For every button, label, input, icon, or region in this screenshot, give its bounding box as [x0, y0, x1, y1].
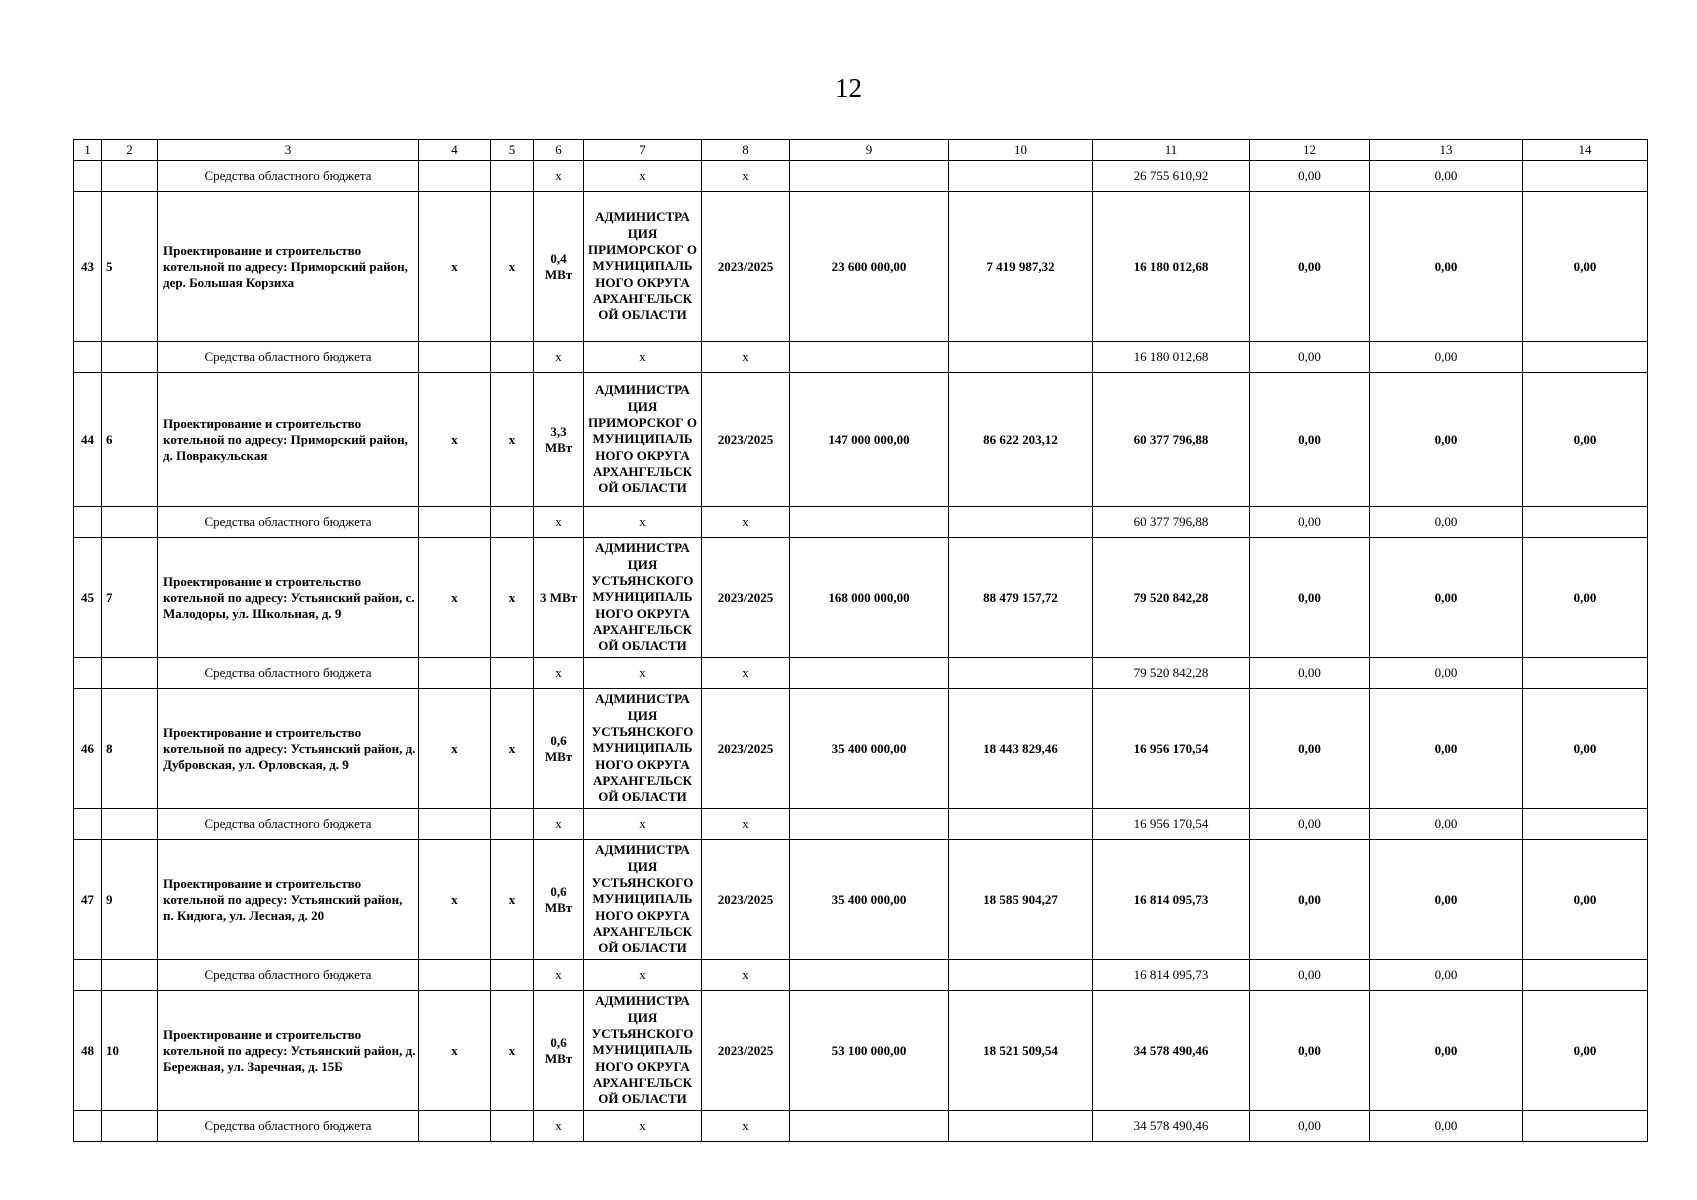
col10-cell: 18 521 509,54: [949, 991, 1093, 1111]
capacity-cell: 0,6 МВт: [534, 991, 584, 1111]
total-cost-cell: [790, 658, 949, 689]
col5-cell: [491, 161, 534, 192]
col10-cell: 86 622 203,12: [949, 373, 1093, 507]
object-name-cell: Средства областного бюджета: [158, 1111, 419, 1142]
period-cell: x: [702, 1111, 790, 1142]
object-name-cell: Проектирование и строительство котельной по адресу: Приморский район, д. Повракульская: [158, 373, 419, 507]
period-cell: x: [702, 342, 790, 373]
item-number-cell: 9: [102, 840, 158, 960]
customer-cell: x: [584, 1111, 702, 1142]
col14-cell: [1523, 960, 1648, 991]
col14-cell: 0,00: [1523, 991, 1648, 1111]
col5-cell: [491, 1111, 534, 1142]
col10-cell: 88 479 157,72: [949, 538, 1093, 658]
col4-cell: x: [419, 840, 491, 960]
customer-cell: АДМИНИСТРА ЦИЯ УСТЬЯНСКОГО МУНИЦИПАЛЬ НОГО ОКРУГА АРХАНГЕЛЬСК ОЙ ОБЛАСТИ: [584, 689, 702, 809]
col14-cell: [1523, 507, 1648, 538]
col12-cell: 0,00: [1250, 373, 1370, 507]
item-number-cell: 5: [102, 192, 158, 342]
capacity-cell: x: [534, 1111, 584, 1142]
col11-cell: 16 814 095,73: [1093, 960, 1250, 991]
object-name-cell: Проектирование и строительство котельной по адресу: Устьянский район, п. Кидюга, ул. Лесная, д. 20: [158, 840, 419, 960]
column-header: 5: [491, 140, 534, 161]
item-number-cell: [102, 507, 158, 538]
customer-cell: АДМИНИСТРА ЦИЯ ПРИМОРСКОГ О МУНИЦИПАЛЬ НОГО ОКРУГА АРХАНГЕЛЬСК ОЙ ОБЛАСТИ: [584, 373, 702, 507]
col4-cell: [419, 809, 491, 840]
capacity-cell: x: [534, 960, 584, 991]
budget-source-row: [74, 809, 1648, 840]
col13-cell: 0,00: [1370, 342, 1523, 373]
col10-cell: [949, 507, 1093, 538]
object-name-cell: Средства областного бюджета: [158, 658, 419, 689]
column-header: 11: [1093, 140, 1250, 161]
col14-cell: 0,00: [1523, 689, 1648, 809]
total-cost-cell: [790, 809, 949, 840]
table-row: [74, 192, 1648, 342]
col14-cell: 0,00: [1523, 538, 1648, 658]
object-name-cell: Проектирование и строительство котельной по адресу: Устьянский район, д. Бережная, ул. Заречная, д. 15Б: [158, 991, 419, 1111]
budget-source-row: [74, 342, 1648, 373]
table-row: [74, 689, 1648, 809]
capacity-cell: 0,4 МВт: [534, 192, 584, 342]
col11-cell: 26 755 610,92: [1093, 161, 1250, 192]
column-header: 14: [1523, 140, 1648, 161]
col12-cell: 0,00: [1250, 991, 1370, 1111]
row-number-cell: 43: [74, 192, 102, 342]
col12-cell: 0,00: [1250, 161, 1370, 192]
capacity-cell: 0,6 МВт: [534, 840, 584, 960]
period-cell: 2023/2025: [702, 538, 790, 658]
total-cost-cell: 168 000 000,00: [790, 538, 949, 658]
row-number-cell: [74, 1111, 102, 1142]
budget-source-row: [74, 161, 1648, 192]
row-number-cell: 46: [74, 689, 102, 809]
col13-cell: 0,00: [1370, 809, 1523, 840]
col12-cell: 0,00: [1250, 1111, 1370, 1142]
col10-cell: [949, 1111, 1093, 1142]
object-name-cell: Проектирование и строительство котельной по адресу: Устьянский район, д. Дубровская, ул. Орловская, д. 9: [158, 689, 419, 809]
period-cell: 2023/2025: [702, 192, 790, 342]
item-number-cell: 7: [102, 538, 158, 658]
row-number-cell: 47: [74, 840, 102, 960]
col10-cell: [949, 342, 1093, 373]
period-cell: x: [702, 161, 790, 192]
col5-cell: x: [491, 373, 534, 507]
col4-cell: [419, 1111, 491, 1142]
col5-cell: [491, 960, 534, 991]
col5-cell: x: [491, 991, 534, 1111]
row-number-cell: 44: [74, 373, 102, 507]
total-cost-cell: 23 600 000,00: [790, 192, 949, 342]
col12-cell: 0,00: [1250, 507, 1370, 538]
total-cost-cell: 35 400 000,00: [790, 689, 949, 809]
period-cell: x: [702, 809, 790, 840]
col13-cell: 0,00: [1370, 161, 1523, 192]
col11-cell: 16 956 170,54: [1093, 689, 1250, 809]
total-cost-cell: 53 100 000,00: [790, 991, 949, 1111]
col12-cell: 0,00: [1250, 192, 1370, 342]
capacity-cell: x: [534, 161, 584, 192]
col11-cell: 16 180 012,68: [1093, 192, 1250, 342]
capacity-cell: x: [534, 809, 584, 840]
item-number-cell: [102, 342, 158, 373]
col12-cell: 0,00: [1250, 960, 1370, 991]
object-name-cell: Проектирование и строительство котельной по адресу: Приморский район, дер. Большая Корзиха: [158, 192, 419, 342]
customer-cell: АДМИНИСТРА ЦИЯ УСТЬЯНСКОГО МУНИЦИПАЛЬ НОГО ОКРУГА АРХАНГЕЛЬСК ОЙ ОБЛАСТИ: [584, 840, 702, 960]
col13-cell: 0,00: [1370, 192, 1523, 342]
budget-source-row: [74, 1111, 1648, 1142]
col11-cell: 60 377 796,88: [1093, 373, 1250, 507]
budget-source-row: [74, 507, 1648, 538]
period-cell: 2023/2025: [702, 840, 790, 960]
col4-cell: [419, 161, 491, 192]
col5-cell: [491, 658, 534, 689]
capacity-cell: x: [534, 658, 584, 689]
table-row: [74, 991, 1648, 1111]
item-number-cell: 8: [102, 689, 158, 809]
column-header: 7: [584, 140, 702, 161]
col11-cell: 34 578 490,46: [1093, 1111, 1250, 1142]
customer-cell: x: [584, 809, 702, 840]
item-number-cell: [102, 960, 158, 991]
object-name-cell: Средства областного бюджета: [158, 507, 419, 538]
column-header: 6: [534, 140, 584, 161]
col10-cell: 18 443 829,46: [949, 689, 1093, 809]
row-number-cell: [74, 342, 102, 373]
col14-cell: 0,00: [1523, 373, 1648, 507]
customer-cell: x: [584, 960, 702, 991]
col14-cell: [1523, 809, 1648, 840]
col11-cell: 79 520 842,28: [1093, 658, 1250, 689]
customer-cell: АДМИНИСТРА ЦИЯ ПРИМОРСКОГ О МУНИЦИПАЛЬ НОГО ОКРУГА АРХАНГЕЛЬСК ОЙ ОБЛАСТИ: [584, 192, 702, 342]
total-cost-cell: 147 000 000,00: [790, 373, 949, 507]
col13-cell: 0,00: [1370, 507, 1523, 538]
object-name-cell: Проектирование и строительство котельной по адресу: Устьянский район, с. Малодоры, ул. Школьная, д. 9: [158, 538, 419, 658]
col10-cell: [949, 161, 1093, 192]
col13-cell: 0,00: [1370, 1111, 1523, 1142]
col12-cell: 0,00: [1250, 809, 1370, 840]
col4-cell: [419, 342, 491, 373]
col10-cell: 18 585 904,27: [949, 840, 1093, 960]
col11-cell: 79 520 842,28: [1093, 538, 1250, 658]
col14-cell: 0,00: [1523, 840, 1648, 960]
object-name-cell: Средства областного бюджета: [158, 161, 419, 192]
column-header: 10: [949, 140, 1093, 161]
period-cell: x: [702, 507, 790, 538]
col4-cell: x: [419, 192, 491, 342]
col5-cell: [491, 507, 534, 538]
total-cost-cell: [790, 960, 949, 991]
col14-cell: [1523, 658, 1648, 689]
item-number-cell: 10: [102, 991, 158, 1111]
col5-cell: x: [491, 840, 534, 960]
col11-cell: 16 814 095,73: [1093, 840, 1250, 960]
object-name-cell: Средства областного бюджета: [158, 960, 419, 991]
column-header: 12: [1250, 140, 1370, 161]
item-number-cell: [102, 658, 158, 689]
column-header: 8: [702, 140, 790, 161]
col10-cell: [949, 809, 1093, 840]
column-header: 4: [419, 140, 491, 161]
col13-cell: 0,00: [1370, 991, 1523, 1111]
column-header: 13: [1370, 140, 1523, 161]
customer-cell: x: [584, 161, 702, 192]
column-header: 1: [74, 140, 102, 161]
object-name-cell: Средства областного бюджета: [158, 809, 419, 840]
col5-cell: [491, 809, 534, 840]
budget-source-row: [74, 960, 1648, 991]
table-row: [74, 840, 1648, 960]
customer-cell: x: [584, 507, 702, 538]
total-cost-cell: [790, 342, 949, 373]
row-number-cell: [74, 507, 102, 538]
item-number-cell: 6: [102, 373, 158, 507]
item-number-cell: [102, 1111, 158, 1142]
col13-cell: 0,00: [1370, 840, 1523, 960]
total-cost-cell: [790, 1111, 949, 1142]
col14-cell: [1523, 342, 1648, 373]
col12-cell: 0,00: [1250, 840, 1370, 960]
row-number-cell: 45: [74, 538, 102, 658]
col4-cell: x: [419, 991, 491, 1111]
col14-cell: [1523, 161, 1648, 192]
capacity-cell: 0,6 МВт: [534, 689, 584, 809]
row-number-cell: 48: [74, 991, 102, 1111]
total-cost-cell: 35 400 000,00: [790, 840, 949, 960]
customer-cell: АДМИНИСТРА ЦИЯ УСТЬЯНСКОГО МУНИЦИПАЛЬ НОГО ОКРУГА АРХАНГЕЛЬСК ОЙ ОБЛАСТИ: [584, 991, 702, 1111]
capacity-cell: 3,3 МВт: [534, 373, 584, 507]
customer-cell: x: [584, 342, 702, 373]
row-number-cell: [74, 960, 102, 991]
row-number-cell: [74, 658, 102, 689]
period-cell: 2023/2025: [702, 689, 790, 809]
customer-cell: АДМИНИСТРА ЦИЯ УСТЬЯНСКОГО МУНИЦИПАЛЬ НОГО ОКРУГА АРХАНГЕЛЬСК ОЙ ОБЛАСТИ: [584, 538, 702, 658]
col5-cell: x: [491, 192, 534, 342]
column-header: 3: [158, 140, 419, 161]
column-header: 2: [102, 140, 158, 161]
budget-source-row: [74, 658, 1648, 689]
total-cost-cell: [790, 507, 949, 538]
row-number-cell: [74, 161, 102, 192]
col12-cell: 0,00: [1250, 538, 1370, 658]
item-number-cell: [102, 161, 158, 192]
col12-cell: 0,00: [1250, 342, 1370, 373]
col10-cell: 7 419 987,32: [949, 192, 1093, 342]
item-number-cell: [102, 809, 158, 840]
period-cell: x: [702, 658, 790, 689]
col10-cell: [949, 960, 1093, 991]
col11-cell: 16 956 170,54: [1093, 809, 1250, 840]
period-cell: 2023/2025: [702, 991, 790, 1111]
table-row: [74, 538, 1648, 658]
col4-cell: x: [419, 538, 491, 658]
column-header-row: [74, 140, 1648, 161]
col5-cell: [491, 342, 534, 373]
capacity-cell: 3 МВт: [534, 538, 584, 658]
page-number: 12: [835, 73, 862, 103]
column-header: 9: [790, 140, 949, 161]
col13-cell: 0,00: [1370, 538, 1523, 658]
col4-cell: [419, 960, 491, 991]
table-row: [74, 373, 1648, 507]
col13-cell: 0,00: [1370, 960, 1523, 991]
row-number-cell: [74, 809, 102, 840]
col5-cell: x: [491, 689, 534, 809]
col11-cell: 34 578 490,46: [1093, 991, 1250, 1111]
col14-cell: 0,00: [1523, 192, 1648, 342]
col14-cell: [1523, 1111, 1648, 1142]
object-name-cell: Средства областного бюджета: [158, 342, 419, 373]
col4-cell: x: [419, 689, 491, 809]
col13-cell: 0,00: [1370, 689, 1523, 809]
col13-cell: 0,00: [1370, 373, 1523, 507]
col10-cell: [949, 658, 1093, 689]
col4-cell: [419, 658, 491, 689]
col11-cell: 60 377 796,88: [1093, 507, 1250, 538]
col13-cell: 0,00: [1370, 658, 1523, 689]
capacity-cell: x: [534, 507, 584, 538]
col11-cell: 16 180 012,68: [1093, 342, 1250, 373]
period-cell: x: [702, 960, 790, 991]
budget-table: [73, 139, 1648, 1142]
customer-cell: x: [584, 658, 702, 689]
col12-cell: 0,00: [1250, 658, 1370, 689]
table-body: [74, 140, 1648, 1142]
total-cost-cell: [790, 161, 949, 192]
period-cell: 2023/2025: [702, 373, 790, 507]
col12-cell: 0,00: [1250, 689, 1370, 809]
col4-cell: [419, 507, 491, 538]
capacity-cell: x: [534, 342, 584, 373]
col5-cell: x: [491, 538, 534, 658]
col4-cell: x: [419, 373, 491, 507]
